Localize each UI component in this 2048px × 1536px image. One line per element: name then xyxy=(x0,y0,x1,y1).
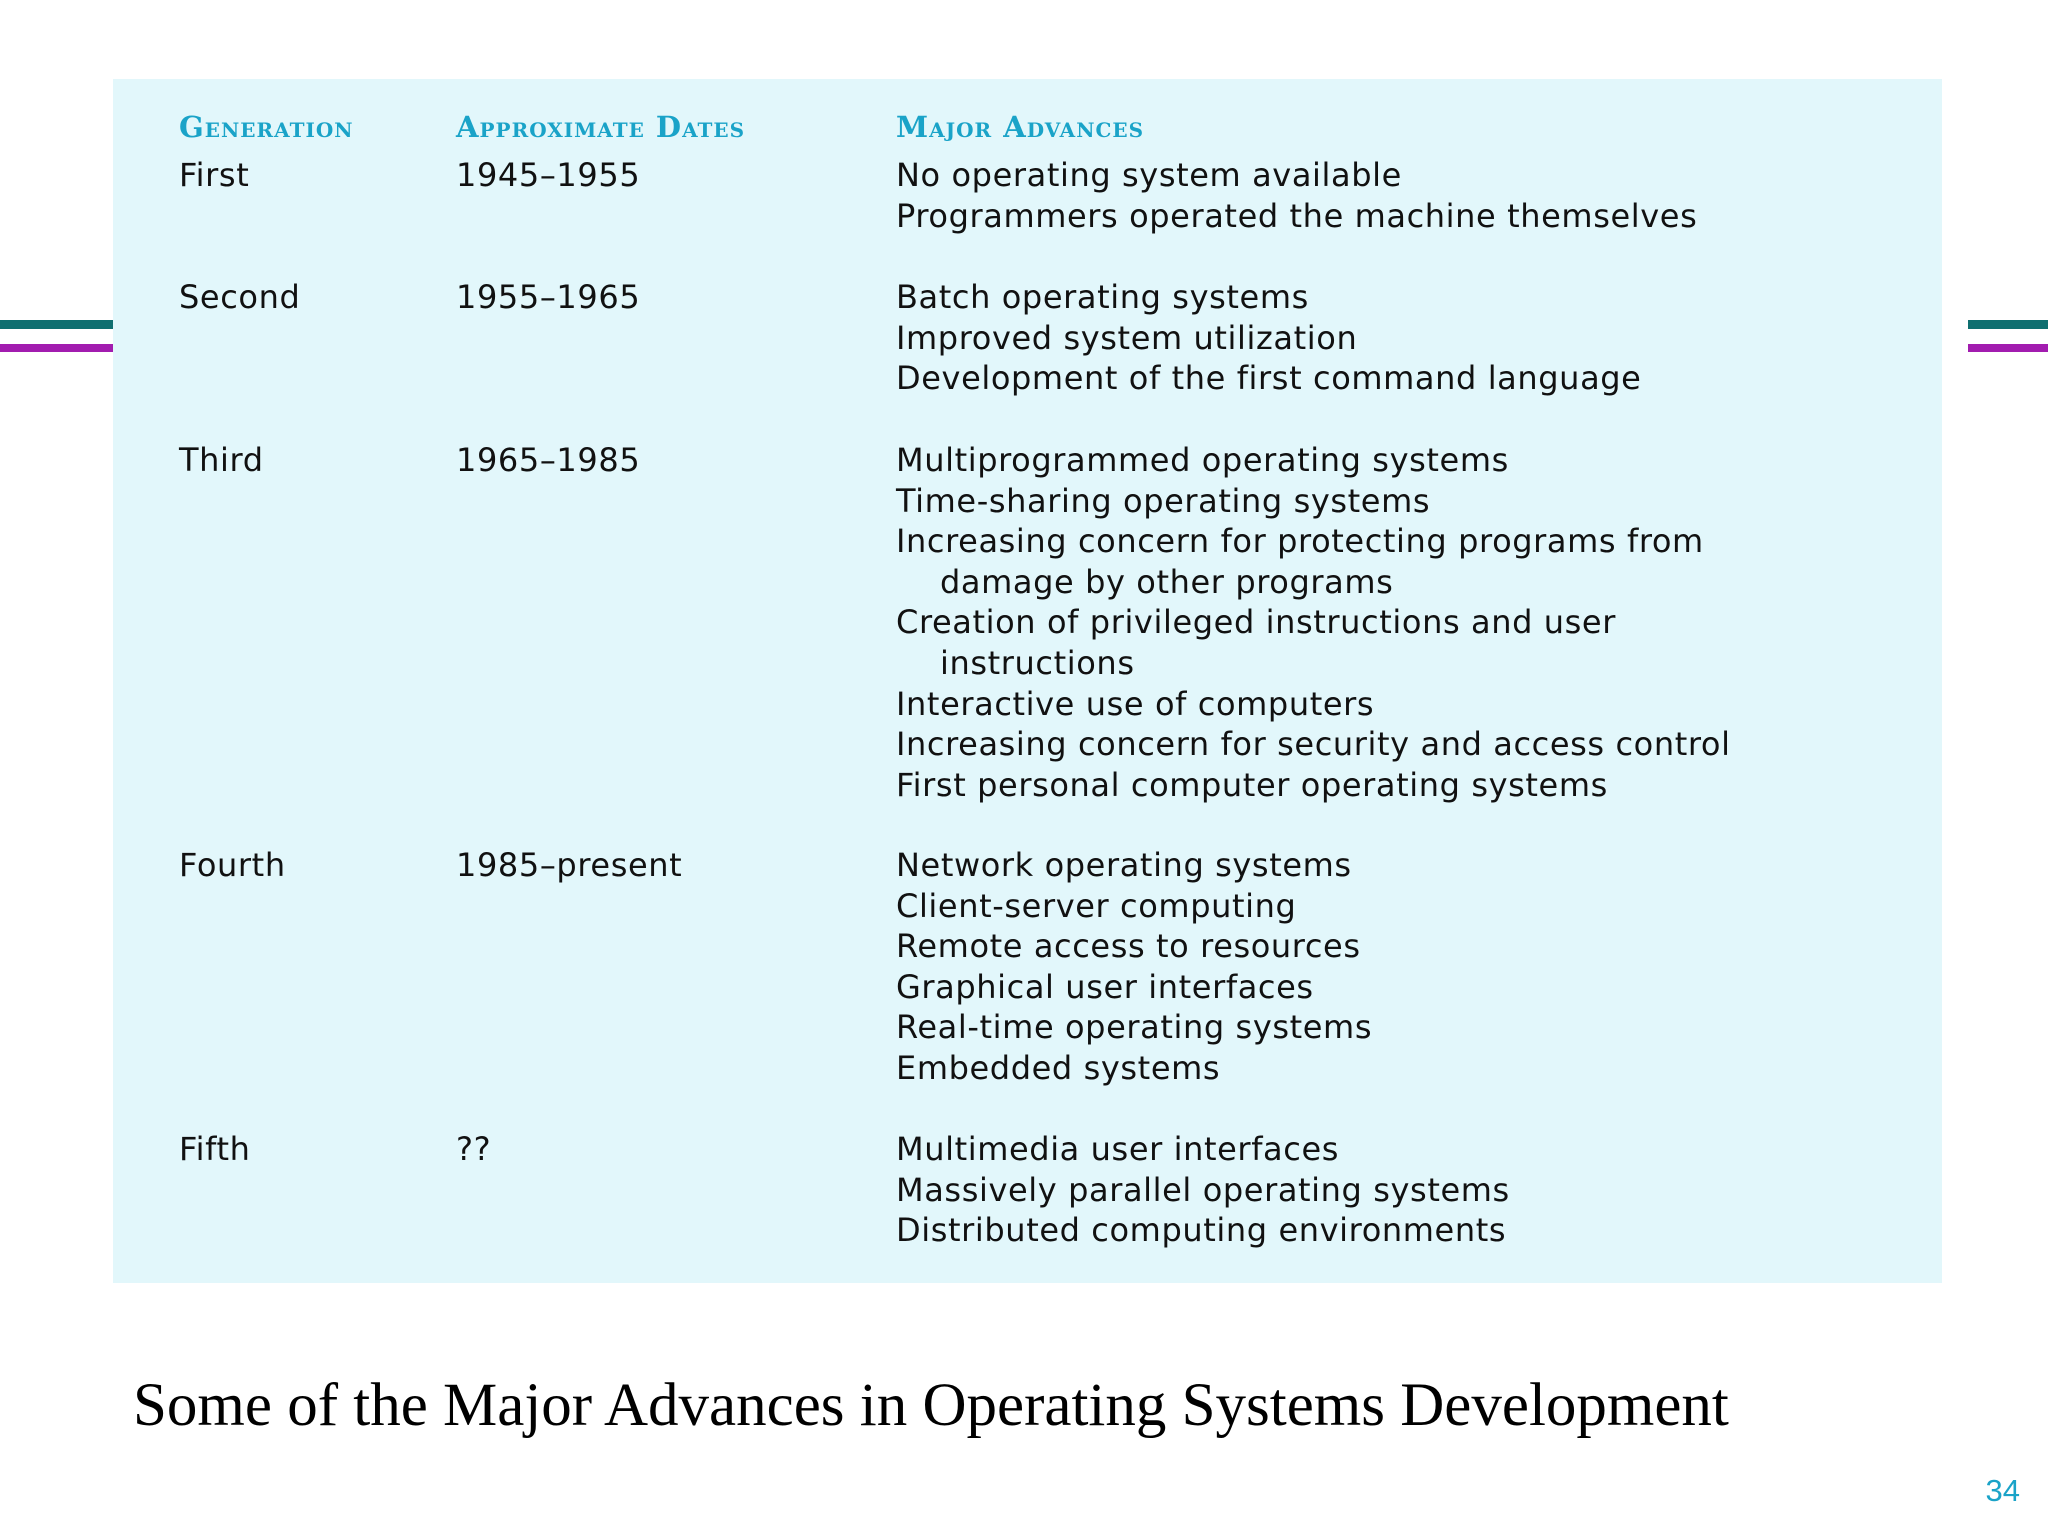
generation-cell: Fifth xyxy=(179,1130,251,1168)
advance-item: Programmers operated the machine themselves xyxy=(896,196,1698,235)
advance-item: instructions xyxy=(940,643,1135,682)
advance-item: damage by other programs xyxy=(940,562,1394,601)
advance-item: Interactive use of computers xyxy=(896,684,1375,723)
dates-cell: 1945–1955 xyxy=(456,156,641,194)
advance-item: Increasing concern for security and access control xyxy=(896,725,1731,764)
right-magenta-stripe xyxy=(1968,344,2048,352)
dates-cell: ?? xyxy=(456,1130,492,1168)
advance-item: Massively parallel operating systems xyxy=(896,1170,1510,1209)
left-teal-stripe xyxy=(0,320,113,329)
advances-cell xyxy=(896,277,1641,399)
generation-cell: Second xyxy=(179,278,301,316)
advance-item: Embedded systems xyxy=(896,1048,1221,1087)
advances-cell xyxy=(896,1129,1510,1251)
advance-item: First personal computer operating systems xyxy=(896,765,1608,804)
slide-number: 34 xyxy=(1985,1473,2020,1508)
advance-item: Time-sharing operating systems xyxy=(896,481,1431,520)
header-generation: Generation xyxy=(179,110,354,144)
slide-caption: Some of the Major Advances in Operating Systems Development xyxy=(133,1372,1729,1439)
dates-cell: 1965–1985 xyxy=(456,441,641,479)
advance-item: Multimedia user interfaces xyxy=(896,1130,1340,1168)
advance-item: No operating system available xyxy=(896,156,1402,194)
header-approximate-dates: Approximate Dates xyxy=(456,110,746,144)
advance-item: Real-time operating systems xyxy=(896,1008,1373,1047)
generation-cell: First xyxy=(179,156,250,194)
advance-item: Client-server computing xyxy=(896,886,1297,925)
advance-item: Creation of privileged instructions and user xyxy=(896,603,1616,642)
advances-cell xyxy=(896,440,1731,805)
advance-item: Distributed computing environments xyxy=(896,1211,1507,1250)
advances-cell xyxy=(896,155,1697,236)
advances-cell xyxy=(896,845,1372,1089)
dates-cell: 1985–present xyxy=(456,846,683,884)
advance-item: Increasing concern for protecting programs from xyxy=(896,522,1704,561)
dates-cell: 1955–1965 xyxy=(456,278,641,316)
advance-item: Remote access to resources xyxy=(896,927,1361,966)
right-teal-stripe xyxy=(1968,320,2048,329)
advance-item: Batch operating systems xyxy=(896,278,1309,316)
advance-item: Multiprogrammed operating systems xyxy=(896,441,1509,479)
generation-cell: Fourth xyxy=(179,846,286,884)
advance-item: Graphical user interfaces xyxy=(896,967,1314,1006)
advance-item: Development of the first command language xyxy=(896,359,1642,398)
left-magenta-stripe xyxy=(0,344,113,352)
advance-item: Improved system utilization xyxy=(896,318,1358,357)
advance-item: Network operating systems xyxy=(896,846,1352,884)
generation-cell: Third xyxy=(179,441,264,479)
header-major-advances: Major Advances xyxy=(896,110,1145,144)
